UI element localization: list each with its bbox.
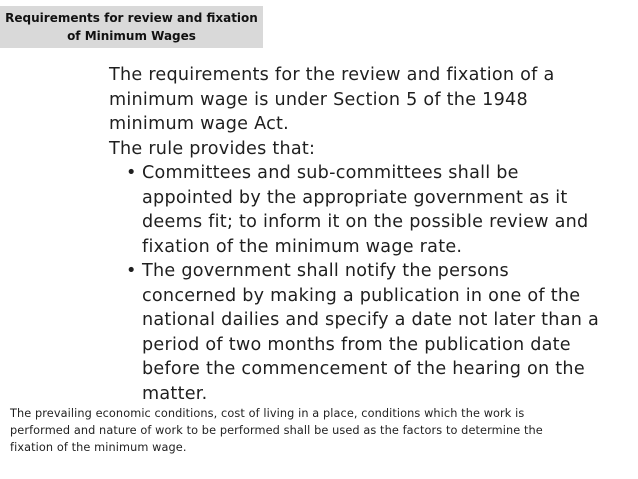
- title-banner: [0, 6, 263, 48]
- intro-line: minimum wage Act.: [109, 114, 289, 134]
- bullet-line: national dailies and specify a date not later than a: [142, 310, 600, 330]
- footer-line: fixation of the minimum wage.: [10, 441, 187, 454]
- bullet-item-committees: [109, 161, 629, 259]
- rule-lead: The rule provides that:: [109, 138, 316, 159]
- bullet-list: [109, 161, 629, 406]
- footer-note: [10, 405, 610, 456]
- title-line-2: of Minimum Wages: [67, 29, 196, 43]
- bullet-icon: •: [126, 163, 137, 183]
- intro-line: minimum wage is under Section 5 of the 1948: [109, 89, 528, 110]
- bullet-line: appointed by the appropriate government as it: [142, 187, 568, 208]
- bullet-line: before the commencement of the hearing on the: [142, 359, 585, 379]
- footer-line: performed and nature of work to be performed shall be used as the factors to determine the: [10, 424, 543, 437]
- bullet-line: period of two months from the publication date: [142, 334, 571, 355]
- main-body: [109, 63, 629, 406]
- bullet-line: fixation of the minimum wage rate.: [142, 236, 463, 257]
- bullet-line: The government shall notify the persons: [142, 261, 509, 281]
- bullet-line: matter.: [142, 383, 208, 404]
- intro-line: The requirements for the review and fixation of a: [109, 65, 555, 85]
- bullet-line: Committees and sub-committees shall be: [142, 163, 519, 183]
- title-line-1: Requirements for review and fixation: [5, 11, 258, 25]
- bullet-item-government: [109, 259, 629, 406]
- bullet-line: concerned by making a publication in one of the: [142, 285, 581, 306]
- bullet-line: deems fit; to inform it on the possible review and: [142, 212, 589, 232]
- bullet-icon: •: [126, 261, 137, 281]
- footer-line: The prevailing economic conditions, cost of living in a place, conditions which the work is: [10, 407, 525, 420]
